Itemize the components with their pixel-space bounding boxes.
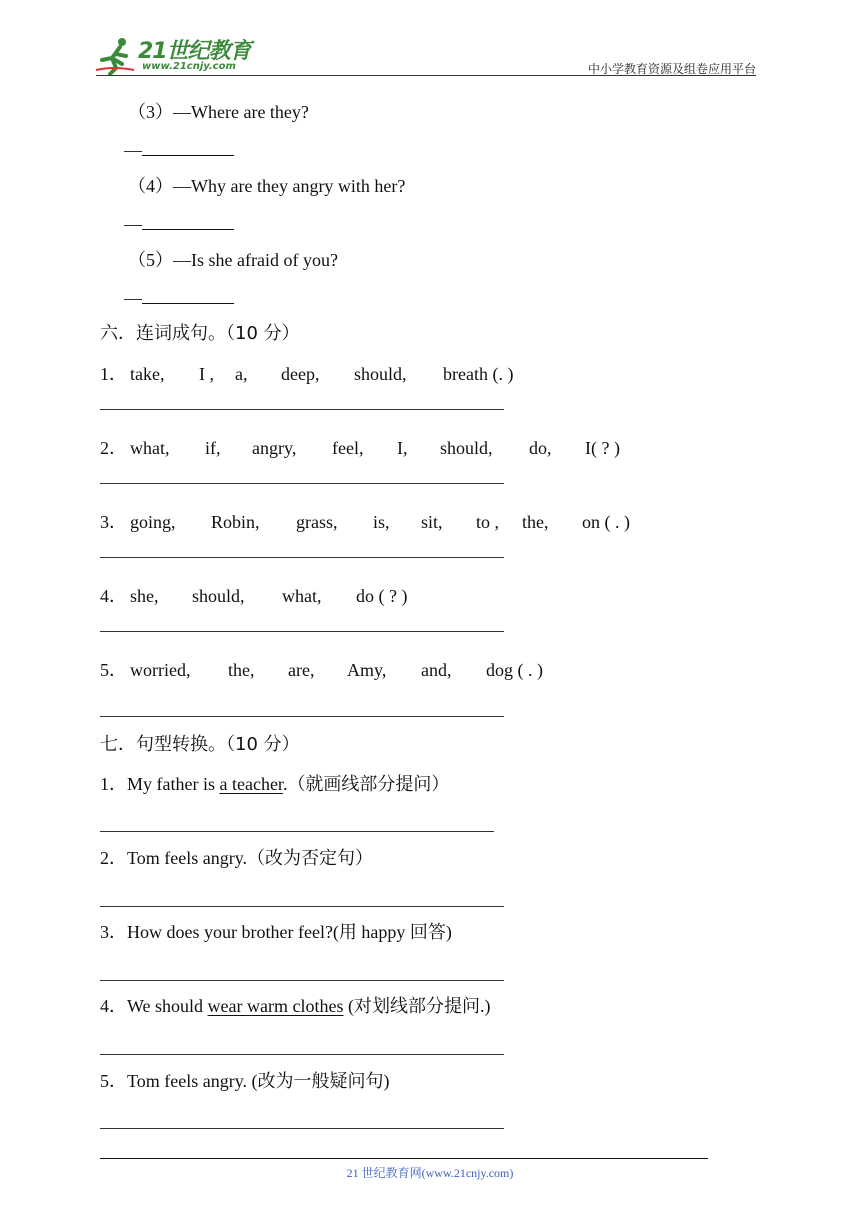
underlined-text: a teacher xyxy=(219,774,283,794)
dash: — xyxy=(124,140,142,160)
footer-text: 21 世纪教育网(www.21cnjy.com) xyxy=(346,1166,514,1180)
transform-item-4 xyxy=(100,994,491,1018)
question-3: （3）—Where are they? xyxy=(128,102,309,122)
scrambled-word: the, xyxy=(228,660,255,680)
answer-line[interactable] xyxy=(100,831,494,832)
scrambled-word: on ( . ) xyxy=(582,512,630,532)
scrambled-word: going, xyxy=(130,512,176,532)
item-text: Tom feels angry. (改为一般疑问句) xyxy=(127,1071,390,1091)
scrambled-word: what, xyxy=(282,586,322,606)
answer-line[interactable] xyxy=(100,1054,504,1055)
item-number: 1． xyxy=(100,364,127,384)
answer-line[interactable] xyxy=(100,631,504,632)
item-instruction: .（就画线部分提问） xyxy=(282,774,450,794)
answer-line[interactable] xyxy=(100,409,504,410)
answer-line[interactable] xyxy=(100,1128,504,1129)
scrambled-word: is, xyxy=(373,512,390,532)
answer-line[interactable] xyxy=(100,483,504,484)
scrambled-word: worried, xyxy=(130,660,191,680)
item-text: How does your brother feel?(用 happy 回答) xyxy=(127,922,452,942)
scrambled-word: should, xyxy=(354,364,407,384)
scrambled-word: feel, xyxy=(332,438,364,458)
runner-logo-icon xyxy=(94,36,138,76)
answer-blank[interactable] xyxy=(142,139,234,156)
item-text: My father is xyxy=(127,774,220,794)
section-6-heading: 六．连词成句。（10 分） xyxy=(100,323,300,344)
section-7-heading: 七．句型转换。（10 分） xyxy=(100,734,300,755)
answer-blank[interactable] xyxy=(142,213,234,230)
scrambled-word: do ( ? ) xyxy=(356,586,408,606)
footer-rule xyxy=(100,1158,708,1159)
answer-3 xyxy=(124,138,234,162)
question-4: （4）—Why are they angry with her? xyxy=(128,176,406,196)
answer-line[interactable] xyxy=(100,716,504,717)
scrambled-word: are, xyxy=(288,660,315,680)
scrambled-word: do, xyxy=(529,438,552,458)
scrambled-word: a, xyxy=(235,364,248,384)
scrambled-word: the, xyxy=(522,512,549,532)
answer-blank[interactable] xyxy=(142,287,234,304)
underlined-text: wear warm clothes xyxy=(207,996,344,1016)
scrambled-word: and, xyxy=(421,660,452,680)
item-number: 4． xyxy=(100,996,127,1016)
scrambled-word: I( ? ) xyxy=(585,438,620,458)
transform-item-5 xyxy=(100,1069,390,1093)
dash: — xyxy=(124,214,142,234)
scrambled-word: sit, xyxy=(421,512,443,532)
item-text: We should xyxy=(127,996,208,1016)
item-number: 5． xyxy=(100,1071,127,1091)
scrambled-word: should, xyxy=(440,438,493,458)
scrambled-word: Robin, xyxy=(211,512,260,532)
transform-item-2 xyxy=(100,846,373,870)
scrambled-word: Amy, xyxy=(347,660,387,680)
answer-5 xyxy=(124,286,234,310)
scrambled-word: dog ( . ) xyxy=(486,660,543,680)
item-number: 1． xyxy=(100,774,127,794)
answer-line[interactable] xyxy=(100,557,504,558)
scrambled-word: should, xyxy=(192,586,245,606)
answer-4 xyxy=(124,212,234,236)
answer-line[interactable] xyxy=(100,906,504,907)
logo-text: 21世纪教育 xyxy=(138,39,251,64)
item-number: 4． xyxy=(100,586,127,606)
scrambled-word: to , xyxy=(476,512,500,532)
item-number: 3． xyxy=(100,922,127,942)
scrambled-word: what, xyxy=(130,438,170,458)
item-text: Tom feels angry.（改为否定句） xyxy=(127,848,374,868)
scrambled-word: breath (. ) xyxy=(443,364,514,384)
item-number: 3． xyxy=(100,512,127,532)
scrambled-word: take, xyxy=(130,364,165,384)
dash: — xyxy=(124,288,142,308)
scrambled-word: grass, xyxy=(296,512,338,532)
transform-item-1 xyxy=(100,772,449,796)
item-number: 2． xyxy=(100,438,127,458)
answer-line[interactable] xyxy=(100,980,504,981)
scrambled-word: I , xyxy=(199,364,214,384)
logo-url: www.21cnjy.com xyxy=(142,61,236,72)
header-rule xyxy=(96,75,756,76)
site-logo xyxy=(94,34,264,78)
scrambled-word: deep, xyxy=(281,364,320,384)
item-instruction: (对划线部分提问.) xyxy=(343,996,491,1016)
scrambled-word: if, xyxy=(205,438,221,458)
scrambled-word: I, xyxy=(397,438,408,458)
scrambled-word: angry, xyxy=(252,438,297,458)
item-number: 2． xyxy=(100,848,127,868)
header-platform-text: 中小学教育资源及组卷应用平台 xyxy=(587,62,756,76)
item-number: 5． xyxy=(100,660,127,680)
question-5: （5）—Is she afraid of you? xyxy=(128,250,338,270)
scrambled-word: she, xyxy=(130,586,159,606)
transform-item-3 xyxy=(100,920,452,944)
